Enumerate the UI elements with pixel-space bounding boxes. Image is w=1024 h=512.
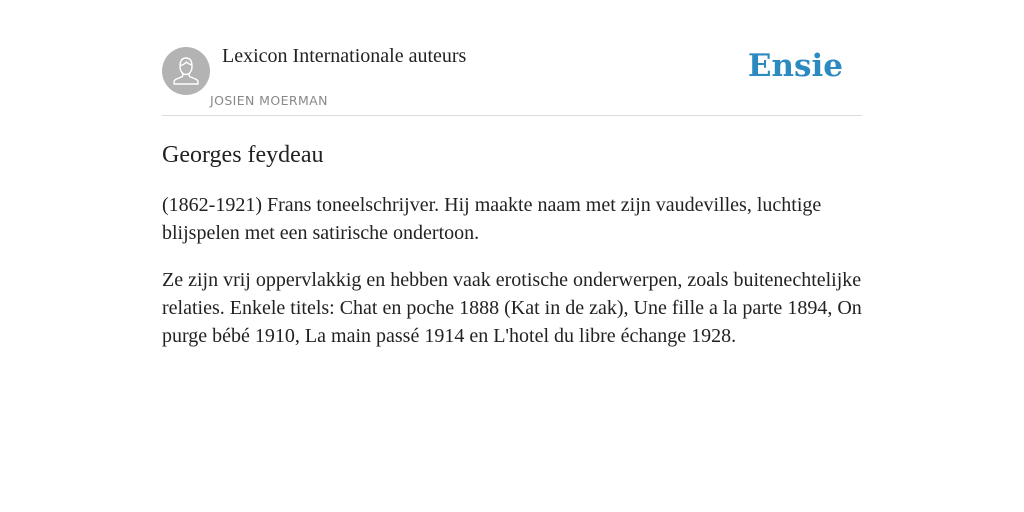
- article-paragraph: Ze zijn vrij oppervlakkig en hebben vaak erotische onderwerpen, zoals buitenechtelijke relaties. Enkele titels: Chat en poche 1888 (Kat in de zak), Une fille a la parte 1894, On purge bébé 1910, La main passé 1914 en L'hotel du libre échange 1928.: [162, 269, 862, 347]
- article-paragraph: (1862-1921) Frans toneelschrijver. Hij maakte naam met zijn vaudevilles, luchtige blijspelen met een satirische ondertoon.: [162, 194, 822, 244]
- header: [162, 0, 862, 116]
- ensie-logo[interactable]: Ensie: [747, 48, 843, 84]
- article-title: Georges feydeau: [162, 142, 324, 168]
- user-silhouette-icon: [162, 47, 210, 95]
- author-name-link[interactable]: JOSIEN MOERMAN: [210, 93, 328, 108]
- collection-title-link[interactable]: Lexicon Internationale auteurs: [222, 45, 467, 67]
- avatar[interactable]: [162, 47, 210, 95]
- page: [162, 0, 862, 350]
